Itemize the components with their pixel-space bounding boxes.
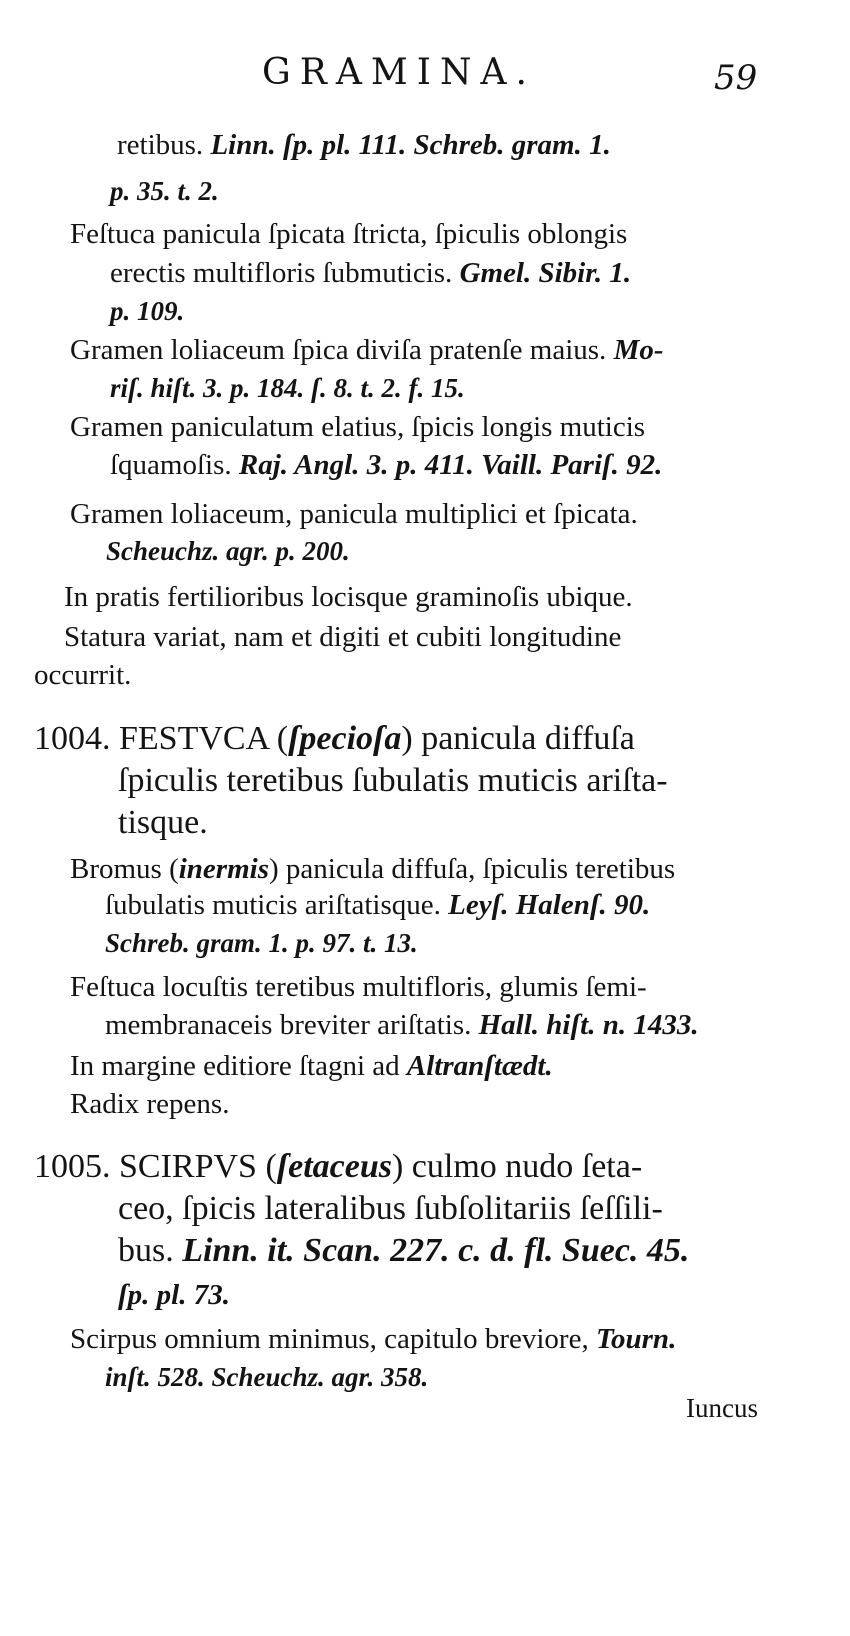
text-line: occurrit. xyxy=(34,659,132,691)
running-head: GRAMINA. xyxy=(262,52,536,93)
text-line: ceo, ſpicis lateralibus ſubſolitariis ſeſſili- xyxy=(118,1190,663,1227)
text-line: inſt. 528. Scheuchz. agr. 358. xyxy=(105,1362,429,1392)
text-line: Gramen loliaceum ſpica diviſa pratenſe maius. Mo- xyxy=(70,334,664,366)
text-line: Scirpus omnium minimus, capitulo breviore, Tourn. xyxy=(70,1323,677,1355)
text-line: p. 35. t. 2. xyxy=(110,176,219,206)
text-line: In pratis fertilioribus locisque graminoſis ubique. xyxy=(64,581,633,613)
text-line: Gramen paniculatum elatius, ſpicis longis muticis xyxy=(70,411,646,443)
text-line: ſpiculis teretibus ſubulatis muticis ariſta- xyxy=(118,762,668,799)
text-line: Feſtuca panicula ſpicata ſtricta, ſpiculis oblongis xyxy=(70,218,628,250)
text-line: ſp. pl. 73. xyxy=(118,1279,230,1311)
text-line: Bromus (inermis) panicula diffuſa, ſpiculis teretibus xyxy=(70,853,676,885)
text-line: Feſtuca locuſtis teretibus multifloris, glumis ſemi- xyxy=(70,971,647,1003)
text-line: tisque. xyxy=(118,804,208,841)
text-line: bus. Linn. it. Scan. 227. c. d. fl. Suec. 45. xyxy=(118,1232,690,1269)
text-line: Statura variat, nam et digiti et cubiti longitudine xyxy=(64,621,622,653)
catchword: Iuncus xyxy=(686,1393,758,1423)
text-line: p. 109. xyxy=(110,296,185,326)
text-line: erectis multifloris ſubmuticis. Gmel. Sibir. 1. xyxy=(110,257,632,289)
entry-heading: 1004. FESTVCA (ſpecioſa) panicula diffuſa xyxy=(34,720,635,757)
text-line: ſubulatis muticis ariſtatisque. Leyſ. Halenſ. 90. xyxy=(105,889,651,921)
text-line: In margine editiore ſtagni ad Altranſtædt. xyxy=(70,1050,553,1082)
text-line: retibus. Linn. ſp. pl. 111. Schreb. gram. 1. xyxy=(117,129,611,161)
text-line: riſ. hiſt. 3. p. 184. ſ. 8. t. 2. f. 15. xyxy=(110,373,465,403)
text-line: ſquamoſis. Raj. Angl. 3. p. 411. Vaill. Pariſ. 92. xyxy=(110,449,663,481)
text-line: membranaceis breviter ariſtatis. Hall. hiſt. n. 1433. xyxy=(105,1009,699,1041)
text-line: Gramen loliaceum, panicula multiplici et ſpicata. xyxy=(70,498,638,530)
entry-heading: 1005. SCIRPVS (ſetaceus) culmo nudo ſeta- xyxy=(34,1148,643,1185)
text-line: Radix repens. xyxy=(70,1088,230,1120)
text-line: Scheuchz. agr. p. 200. xyxy=(106,536,350,566)
text-line: Schreb. gram. 1. p. 97. t. 13. xyxy=(105,928,418,958)
page-number: 59 xyxy=(714,58,758,98)
